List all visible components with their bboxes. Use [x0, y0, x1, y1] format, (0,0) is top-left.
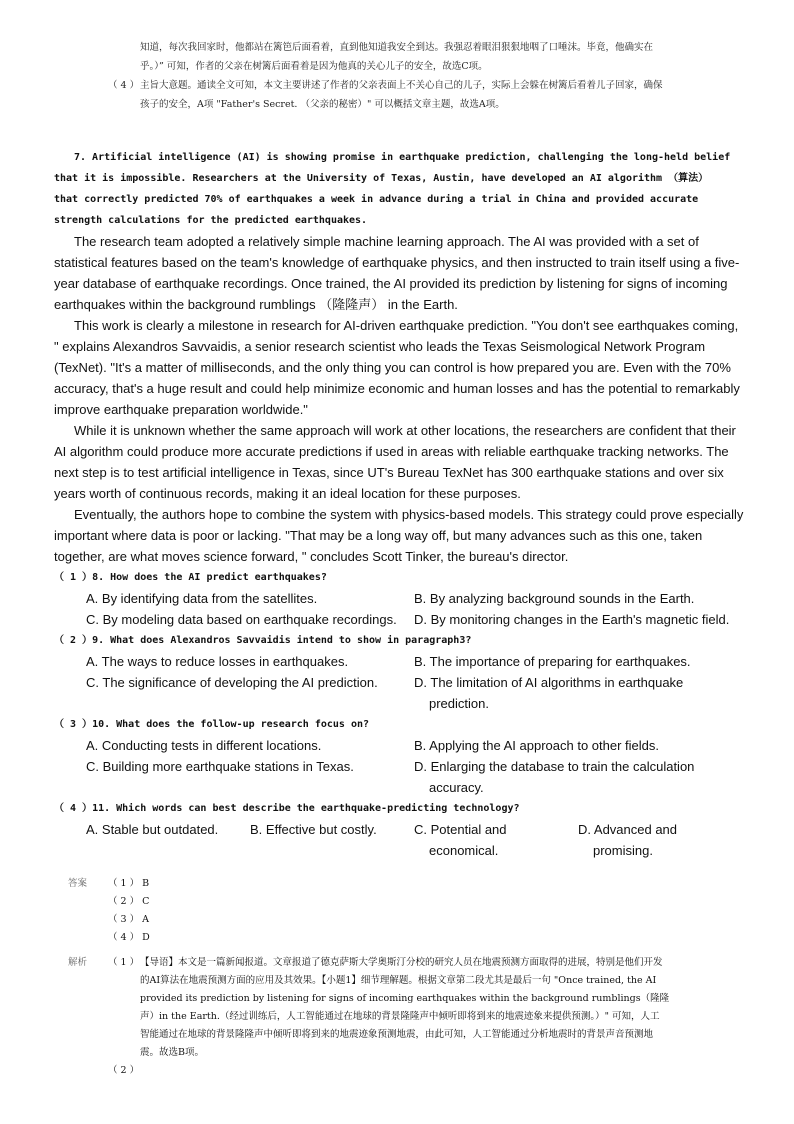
q3-option-c[interactable]: C. Building more earthquake stations in Texas. [86, 759, 354, 774]
intro-line-2: that it is impossible. Researchers at the University of Texas, Austin, have developed an AI algorithm （算法） [54, 173, 709, 184]
q1-option-c[interactable]: C. By modeling data based on earthquake recordings. [86, 612, 397, 627]
prev-item-4-number: （ 4 ） [108, 80, 140, 91]
q1-option-b[interactable]: B. By analyzing background sounds in the Earth. [414, 591, 695, 606]
question-3-text: 10. What does the follow-up research focus on? [92, 719, 370, 730]
q4-option-d[interactable]: D. Advanced and promising. [578, 822, 678, 858]
answer-2: （ 2 ） C [108, 896, 150, 907]
paragraph-4: Eventually, the authors hope to combine the system with physics-based models. This strategy could prove especially important where data is poor or lacking. "That may be a long way off, but many advances such as this one, taken together, are what moves science forward, " concludes Scott Tinker, the bureau's director. [54, 507, 744, 564]
prev-line-2: 乎。）” 可知，作者的父亲在树篱后面看着是因为他真的关心儿子的安全，故选C项。 [140, 61, 488, 72]
answer-4: （ 4 ） D [108, 932, 150, 943]
question-2 [54, 630, 471, 651]
analysis-line-4: 声）in the Earth.（经过训练后，人工智能通过在地球的背景隆隆声中倾听即将到来的地震迹象来提供预测。）" 可知，人工 [140, 1011, 660, 1022]
question-4-number: （ 4 ） [54, 803, 93, 814]
q4-option-b[interactable]: B. Effective but costly. [250, 822, 377, 837]
q1-option-d[interactable]: D. By monitoring changes in the Earth's magnetic field. [414, 612, 730, 627]
intro-line-4: strength calculations for the predicted earthquakes. [54, 215, 368, 226]
analysis-2-number: （ 2 ） [108, 1065, 140, 1076]
answer-1: （ 1 ） B [108, 878, 150, 889]
q4-option-a[interactable]: A. Stable but outdated. [86, 822, 219, 837]
answers-label: 答案 [68, 878, 88, 889]
prev-item-4-line-1: 主旨大意题。通读全文可知，本文主要讲述了作者的父亲表面上不关心自己的儿子，实际上会躲在树篱后看着儿子回家，确保 [140, 80, 663, 91]
prev-line-1: 知道，每次我回家时，他都站在篱笆后面看着，直到他知道我安全到达。我强忍着眼泪狠狠地咽了口唾沫。毕竟，他确实在 [140, 42, 654, 53]
question-1-number: （ 1 ） [54, 572, 93, 583]
analysis-label: 解析 [68, 957, 88, 968]
q4-option-c[interactable]: C. Potential and economical. [414, 822, 507, 858]
paragraph-3: While it is unknown whether the same approach will work at other locations, the researchers are confident that their AI algorithm could produce more accurate predictions if used in areas with reliable earthquake tracking networks. The next step is to test artificial intelligence in Texas, since UT's Bureau TexNet has 300 earthquake stations and over six years worth of continuous records, making it an ideal location for these purposes. [54, 423, 736, 501]
q3-option-b[interactable]: B. Applying the AI approach to other fields. [414, 738, 659, 753]
question-1-text: 8. How does the AI predict earthquakes? [92, 572, 327, 583]
analysis-line-2: 的AI算法在地震预测方面的应用及其效果。【小题1】细节理解题。根据文章第二段尤其是最后一句 "Once trained, the AI [140, 975, 657, 986]
question-3 [54, 714, 369, 735]
question-4-text: 11. Which words can best describe the earthquake-predicting technology? [92, 803, 520, 814]
intro-line-3: that correctly predicted 70% of earthquakes a week in advance during a trial in China and provided accurate [54, 194, 699, 205]
question-2-number: （ 2 ） [54, 635, 93, 646]
answers-list [108, 875, 150, 947]
prev-item-4-line-2: 孩子的安全，A项 "Father's Secret. （父亲的秘密）" 可以概括文章主题，故选A项。 [140, 99, 505, 110]
paragraph-2: This work is clearly a milestone in research for AI-driven earthquake prediction. "You don't see earthquakes coming, " explains Alexandros Savvaidis, a senior research scientist who leads the Texas Seismological Network Program (TexNet). "It's a matter of milliseconds, and the only thing you can control is how prepared you are. Even with the 70% accuracy, that's a huge result and could help minimize economic and human losses and has the potential to remarkably improve earthquake preparation worldwide." [54, 318, 740, 417]
q2-option-b[interactable]: B. The importance of preparing for earthquakes. [414, 654, 691, 669]
answer-3: （ 3 ） A [108, 914, 149, 925]
previous-analysis [140, 38, 740, 76]
analysis-line-3: provided its prediction by listening for signs of incoming earthquakes within the background rumblings（隆隆 [140, 993, 670, 1004]
question-1 [54, 567, 327, 588]
q2-option-c[interactable]: C. The significance of developing the AI prediction. [86, 675, 378, 690]
analysis-1-number: （ 1 ） [108, 957, 140, 968]
analysis-line-1: 【导语】本文是一篇新闻报道。文章报道了德克萨斯大学奥斯汀分校的研究人员在地震预测方面取得的进展，特别是他们开发 [140, 957, 663, 968]
question-3-number: （ 3 ） [54, 719, 93, 730]
q1-option-a[interactable]: A. By identifying data from the satellites. [86, 591, 318, 606]
question-4 [54, 798, 520, 819]
prev-item-4 [140, 76, 740, 114]
analysis-line-6: 震。故选B项。 [140, 1047, 204, 1058]
q3-option-a[interactable]: A. Conducting tests in different locations. [86, 738, 322, 753]
question-2-text: 9. What does Alexandros Savvaidis intend to show in paragraph3? [92, 635, 472, 646]
q2-option-a[interactable]: A. The ways to reduce losses in earthquakes. [86, 654, 349, 669]
paragraph-1: The research team adopted a relatively simple machine learning approach. The AI was provided with a set of statistical features based on the team's knowledge of earthquake physics, and then instructed to train itself using a five-year database of earthquake recordings. Once trained, the AI provided its prediction by listening for signs of incoming earthquakes within the background rumblings （隆隆声） in the Earth. [54, 234, 740, 312]
q2-option-d[interactable]: D. The limitation of AI algorithms in earthquake prediction. [414, 675, 684, 711]
analysis-1 [140, 954, 740, 1062]
article-body [54, 231, 744, 567]
analysis-line-5: 智能通过在地球的背景隆隆声中倾听即将到来的地震迹象预测地震，由此可知，人工智能通过分析地震时的背景声音预测地 [140, 1029, 654, 1040]
intro-line-1: 7. Artificial intelligence (AI) is showing promise in earthquake prediction, challenging the long-held belief [74, 152, 731, 163]
article-intro [54, 147, 754, 231]
q3-option-d[interactable]: D. Enlarging the database to train the calculation accuracy. [414, 759, 695, 795]
